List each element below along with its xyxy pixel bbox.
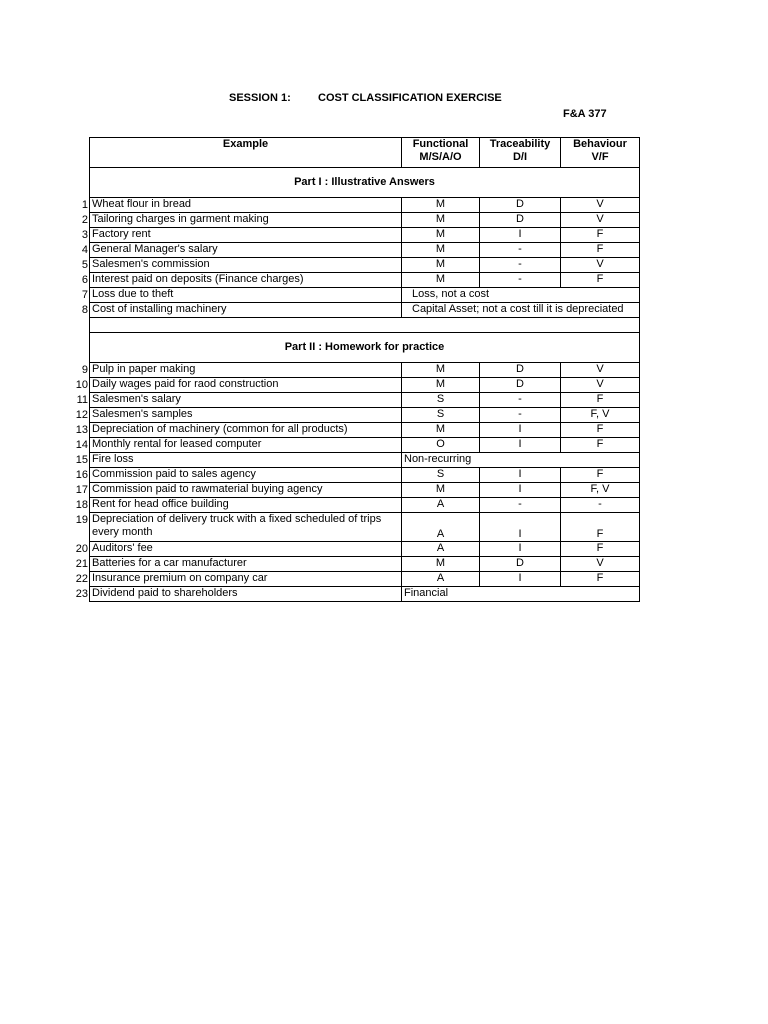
example-cell: Commission paid to rawmaterial buying agency <box>90 483 402 498</box>
functional-cell: M <box>402 483 480 498</box>
behaviour-cell: V <box>561 363 640 378</box>
table-row <box>90 498 640 513</box>
traceability-cell: I <box>480 468 561 483</box>
row-number: 13 <box>75 423 88 436</box>
behaviour-cell: F <box>561 273 640 288</box>
traceability-cell: I <box>480 513 561 542</box>
example-cell: Tailoring charges in garment making <box>90 213 402 228</box>
functional-cell: M <box>402 363 480 378</box>
example-cell: Pulp in paper making <box>90 363 402 378</box>
behaviour-cell: V <box>561 198 640 213</box>
behaviour-cell: V <box>561 378 640 393</box>
table-row <box>90 363 640 378</box>
table-row <box>90 453 640 468</box>
functional-cell: S <box>402 393 480 408</box>
example-cell: Fire loss <box>90 453 402 468</box>
col-header-example: Example <box>90 138 402 168</box>
behaviour-cell: F <box>561 393 640 408</box>
traceability-cell: I <box>480 483 561 498</box>
behaviour-cell: F, V <box>561 483 640 498</box>
traceability-cell: I <box>480 438 561 453</box>
functional-cell: M <box>402 557 480 572</box>
row-number: 7 <box>81 288 88 301</box>
example-cell: Commission paid to sales agency <box>90 468 402 483</box>
table-row <box>90 288 640 303</box>
example-cell: Cost of installing machinery <box>90 303 402 318</box>
example-cell: Salesmen's salary <box>90 393 402 408</box>
example-cell: Wheat flour in bread <box>90 198 402 213</box>
classification-note: Non-recurring <box>402 453 640 468</box>
exercise-title: COST CLASSIFICATION EXERCISE <box>318 92 502 104</box>
table-row <box>90 303 640 318</box>
behaviour-cell: F <box>561 513 640 542</box>
session-label: SESSION 1: <box>229 92 291 104</box>
functional-cell: M <box>402 198 480 213</box>
functional-cell: M <box>402 228 480 243</box>
traceability-cell: D <box>480 213 561 228</box>
example-cell: Interest paid on deposits (Finance charges) <box>90 273 402 288</box>
behaviour-cell: V <box>561 213 640 228</box>
example-cell: Loss due to theft <box>90 288 402 303</box>
traceability-cell: - <box>480 243 561 258</box>
part1-row <box>90 168 640 198</box>
row-number: 2 <box>81 213 88 226</box>
functional-cell: M <box>402 378 480 393</box>
traceability-cell: - <box>480 498 561 513</box>
cost-classification-table <box>89 137 640 602</box>
row-number: 6 <box>81 273 88 286</box>
row-number: 3 <box>81 228 88 241</box>
table-row <box>90 378 640 393</box>
traceability-cell: - <box>480 273 561 288</box>
row-number: 4 <box>81 243 88 256</box>
table-row <box>90 393 640 408</box>
row-number: 18 <box>75 498 88 511</box>
table-row <box>90 408 640 423</box>
functional-cell: A <box>402 513 480 542</box>
table-row <box>90 243 640 258</box>
row-number: 21 <box>75 557 88 570</box>
behaviour-cell: V <box>561 258 640 273</box>
traceability-cell: D <box>480 557 561 572</box>
traceability-cell: - <box>480 258 561 273</box>
row-number: 12 <box>75 408 88 421</box>
functional-cell: S <box>402 468 480 483</box>
table-row <box>90 213 640 228</box>
table-row <box>90 228 640 243</box>
behaviour-cell: - <box>561 498 640 513</box>
table-row <box>90 587 640 602</box>
col-header-behaviour: Behaviour V/F <box>561 138 640 168</box>
row-number: 5 <box>81 258 88 271</box>
behaviour-cell: F <box>561 423 640 438</box>
example-cell: Depreciation of delivery truck with a fixed scheduled of trips every month <box>90 513 402 542</box>
example-cell: Monthly rental for leased computer <box>90 438 402 453</box>
traceability-cell: I <box>480 542 561 557</box>
row-number: 17 <box>75 483 88 496</box>
row-number: 14 <box>75 438 88 451</box>
table-row <box>90 468 640 483</box>
table-row <box>90 258 640 273</box>
traceability-cell: - <box>480 408 561 423</box>
behaviour-cell: F <box>561 542 640 557</box>
table-row <box>90 483 640 498</box>
row-number: 8 <box>81 303 88 316</box>
traceability-cell: I <box>480 423 561 438</box>
behaviour-cell: F <box>561 572 640 587</box>
example-cell: Auditors' fee <box>90 542 402 557</box>
table-row <box>90 198 640 213</box>
spacer-row <box>90 318 640 333</box>
traceability-cell: D <box>480 198 561 213</box>
row-number: 22 <box>75 572 88 585</box>
example-cell: Rent for head office building <box>90 498 402 513</box>
functional-cell: M <box>402 258 480 273</box>
table-row <box>90 513 640 542</box>
example-cell: Dividend paid to shareholders <box>90 587 402 602</box>
example-cell: Insurance premium on company car <box>90 572 402 587</box>
functional-cell: A <box>402 498 480 513</box>
traceability-cell: D <box>480 378 561 393</box>
functional-cell: S <box>402 408 480 423</box>
behaviour-cell: V <box>561 557 640 572</box>
table-row <box>90 438 640 453</box>
behaviour-cell: F <box>561 243 640 258</box>
row-number: 9 <box>81 363 88 376</box>
row-number: 23 <box>75 587 88 600</box>
functional-cell: M <box>402 213 480 228</box>
course-code: F&A 377 <box>563 108 607 120</box>
behaviour-cell: F <box>561 438 640 453</box>
traceability-cell: I <box>480 228 561 243</box>
row-number: 19 <box>75 513 88 526</box>
functional-cell: M <box>402 273 480 288</box>
table-row <box>90 557 640 572</box>
functional-cell: M <box>402 243 480 258</box>
col-header-traceability: Traceability D/I <box>480 138 561 168</box>
table-header-row <box>90 138 640 168</box>
behaviour-cell: F, V <box>561 408 640 423</box>
part2-row <box>90 333 640 363</box>
example-cell: Factory rent <box>90 228 402 243</box>
example-cell: Salesmen's samples <box>90 408 402 423</box>
row-number: 10 <box>75 378 88 391</box>
row-number: 16 <box>75 468 88 481</box>
part2-title: Part II : Homework for practice <box>90 333 640 363</box>
functional-cell: O <box>402 438 480 453</box>
example-cell: Depreciation of machinery (common for all products) <box>90 423 402 438</box>
traceability-cell: I <box>480 572 561 587</box>
traceability-cell: D <box>480 363 561 378</box>
spacer-cell <box>90 318 640 333</box>
row-number: 15 <box>75 453 88 466</box>
classification-note: Financial <box>402 587 640 602</box>
table-row <box>90 542 640 557</box>
row-number: 20 <box>75 542 88 555</box>
functional-cell: A <box>402 542 480 557</box>
example-cell: Daily wages paid for raod construction <box>90 378 402 393</box>
example-cell: General Manager's salary <box>90 243 402 258</box>
traceability-cell: - <box>480 393 561 408</box>
example-cell: Salesmen's commission <box>90 258 402 273</box>
row-number: 1 <box>81 198 88 211</box>
col-header-functional: Functional M/S/A/O <box>402 138 480 168</box>
functional-cell: M <box>402 423 480 438</box>
classification-note: Loss, not a cost <box>402 288 640 303</box>
table-row <box>90 572 640 587</box>
behaviour-cell: F <box>561 468 640 483</box>
behaviour-cell: F <box>561 228 640 243</box>
table-row <box>90 273 640 288</box>
row-number: 11 <box>76 393 88 406</box>
functional-cell: A <box>402 572 480 587</box>
classification-note: Capital Asset; not a cost till it is depreciated <box>402 303 640 318</box>
example-cell: Batteries for a car manufacturer <box>90 557 402 572</box>
table-row <box>90 423 640 438</box>
part1-title: Part I : Illustrative Answers <box>90 168 640 198</box>
